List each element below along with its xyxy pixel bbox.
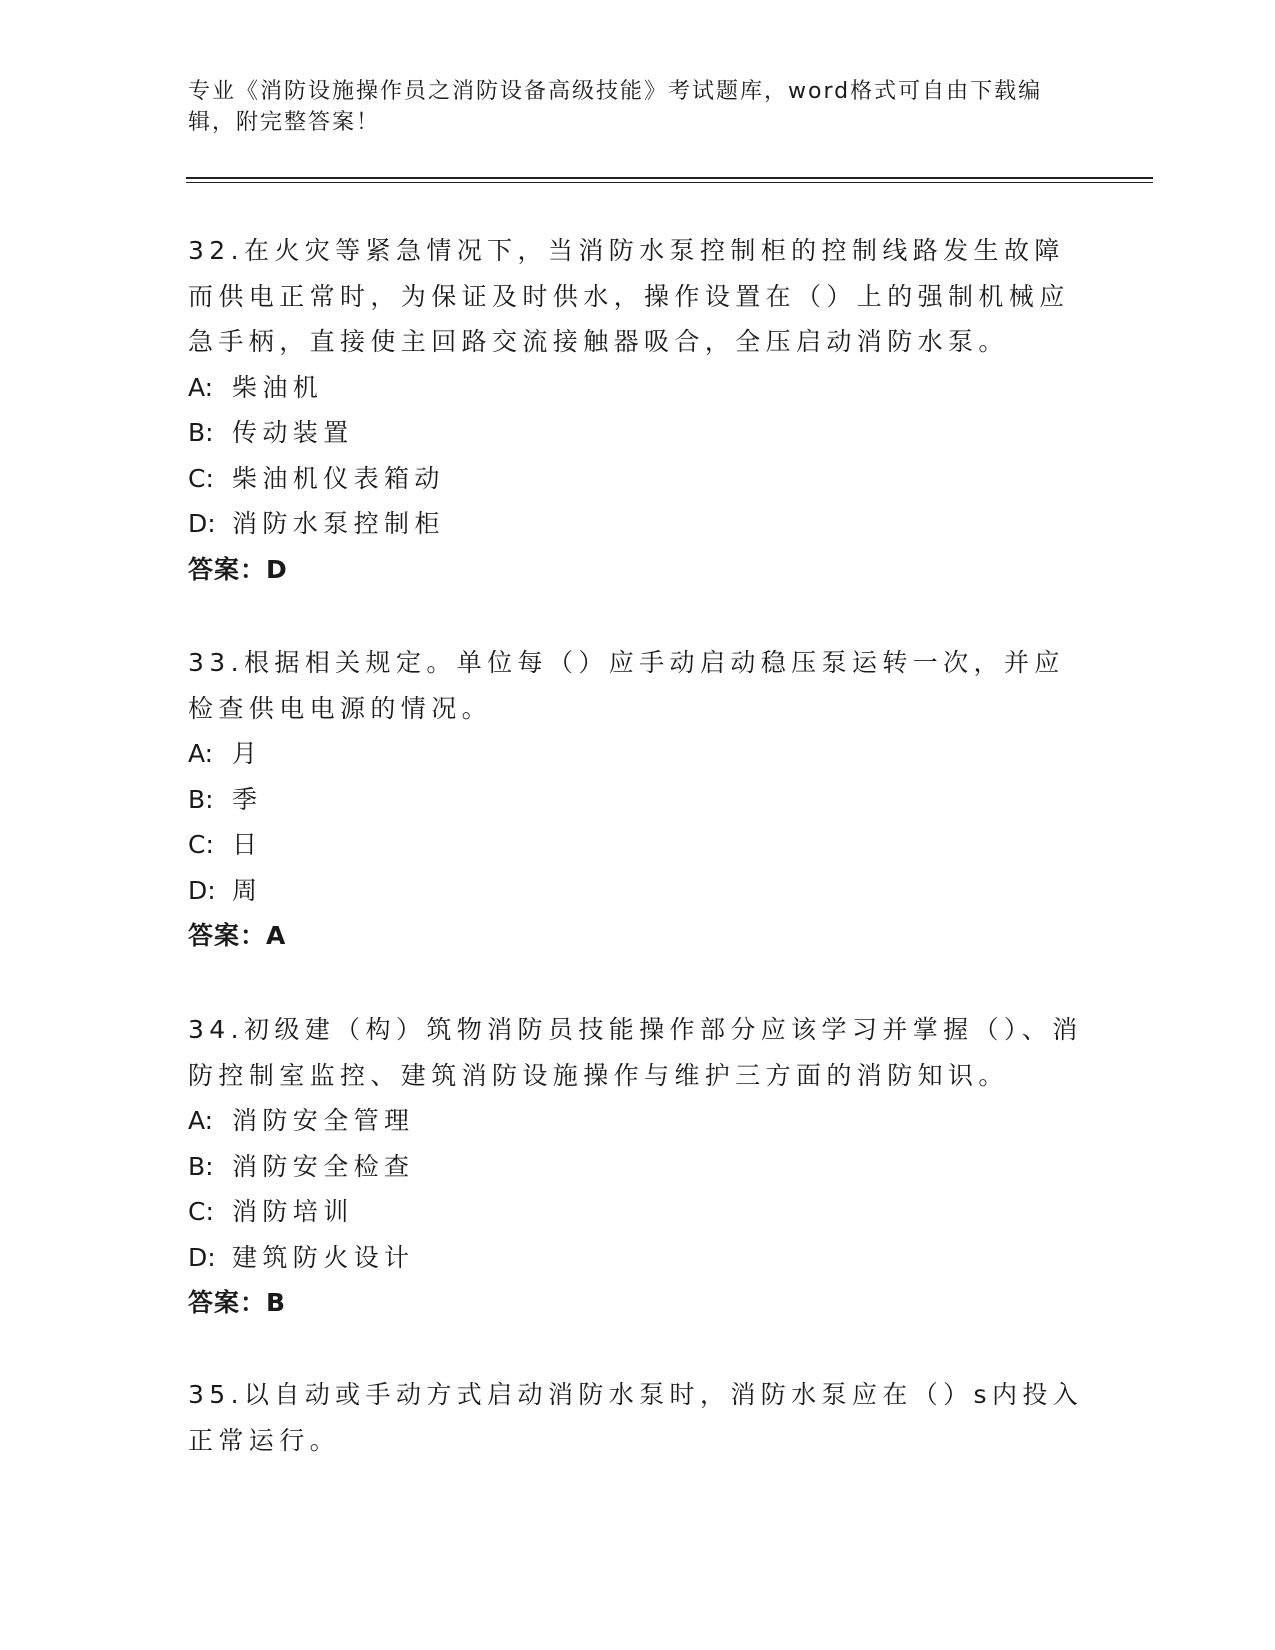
option-key: D: [188,509,216,538]
option-text: 传动装置 [232,418,354,447]
header-divider-thick [186,177,1153,179]
option-text: 消防水泵控制柜 [232,509,445,538]
answer-label: 答案：D [188,554,288,584]
question-33 [188,640,1088,959]
document-header: 专业《消防设施操作员之消防设备高级技能》考试题库，word格式可自由下载编辑，附完整答案！ [188,79,1043,135]
header-divider-thin [186,182,1153,183]
option-c [188,456,1088,502]
option-a [188,365,1088,411]
option-b [188,777,1088,823]
question-stem: 33.根据相关规定。单位每（）应手动启动稳压泵运转一次，并应检查供电电源的情况。 [188,648,1065,723]
question-35 [188,1372,1088,1463]
question-34 [188,1007,1088,1326]
option-d [188,501,1088,547]
option-text: 柴油机 [232,372,324,402]
option-key: B: [188,418,214,447]
option-d [188,868,1088,914]
option-c [188,1189,1088,1235]
option-text: 日 [232,830,263,859]
option-key: A: [188,1106,214,1135]
option-b [188,410,1088,456]
answer-label: 答案：B [188,1288,287,1317]
option-text: 柴油机仪表箱动 [232,463,445,493]
option-text: 消防安全检查 [232,1151,415,1181]
option-key: A: [188,739,214,768]
option-key: C: [188,1197,214,1226]
answer-label: 答案：A [188,921,287,950]
question-stem: 32.在火灾等紧急情况下，当消防水泵控制柜的控制线路发生故障而供电正常时，为保证及时供水，操作设置在（）上的强制机械应急手柄，直接使主回路交流接触器吸合，全压启动消防水泵。 [188,236,1070,356]
option-b [188,1144,1088,1190]
question-stem: 35.以自动或手动方式启动消防水泵时，消防水泵应在（）s内投入正常运行。 [188,1380,1084,1455]
option-a [188,1098,1088,1144]
question-stem: 34.初级建（构）筑物消防员技能操作部分应该学习并掌握（）、消防控制室监控、建筑消防设施操作与维护三方面的消防知识。 [188,1015,1083,1090]
option-text: 月 [232,739,263,768]
option-text: 消防安全管理 [232,1106,415,1135]
option-c [188,822,1088,868]
option-key: D: [188,1242,216,1272]
option-key: D: [188,875,216,905]
question-32 [188,228,1088,593]
option-d [188,1235,1088,1281]
option-key: B: [188,1151,214,1181]
option-a [188,731,1088,777]
option-text: 季 [232,784,263,814]
option-text: 建筑防火设计 [232,1242,415,1272]
option-key: C: [188,463,214,493]
option-text: 消防培训 [232,1197,354,1226]
option-key: A: [188,372,214,402]
option-text: 周 [232,875,263,905]
option-key: C: [188,830,214,859]
option-key: B: [188,784,214,814]
